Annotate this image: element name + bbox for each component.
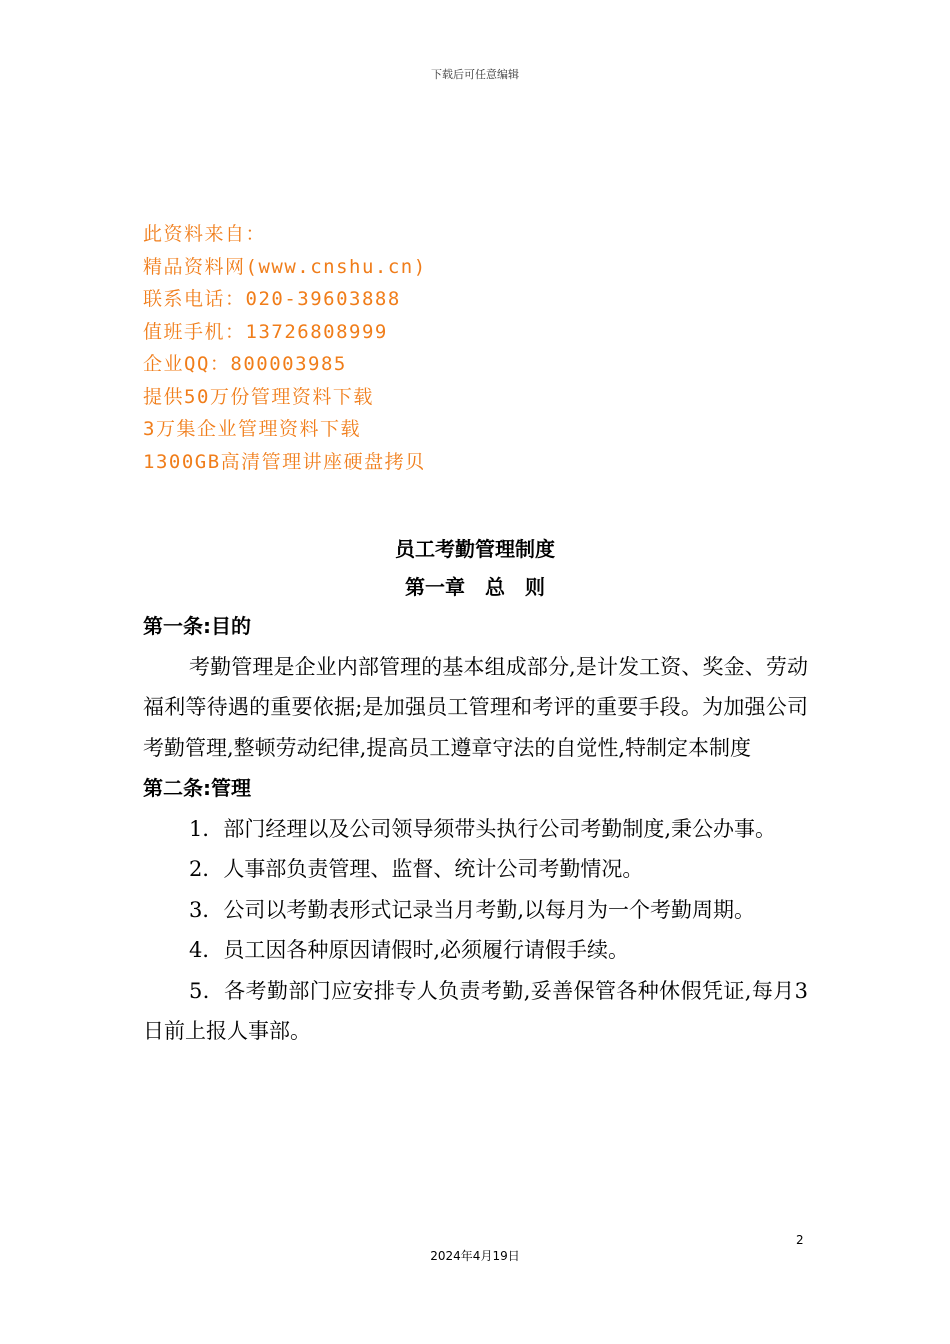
document-body (143, 606, 808, 1052)
chapter-title: 第一章 总 则 (405, 575, 545, 599)
article-2-item-3: 3．公司以考勤表形式记录当月考勤,以每月为一个考勤周期。 (189, 897, 756, 922)
ad-line-qq: 企业QQ：800003985 (143, 353, 347, 375)
footer-date: 2024年4月19日 (430, 1249, 520, 1263)
article-2-item-2: 2．人事部负责管理、监督、统计公司考勤情况。 (189, 857, 644, 881)
article-2-item-4: 4．员工因各种原因请假时,必须履行请假手续。 (189, 938, 630, 962)
source-ad-block (143, 218, 643, 478)
ad-line-offer-3: 1300GB高清管理讲座硬盘拷贝 (143, 450, 426, 473)
page-number: 2 (796, 1233, 804, 1247)
article-1-paragraph: 考勤管理是企业内部管理的基本组成部分,是计发工资、奖金、劳动福利等待遇的重要依据;是加强员工管理和考评的重要手段。为加强公司考勤管理,整顿劳动纪律,提高员工遵章守法的自觉性,特制定本制度 (143, 654, 808, 760)
ad-line-source: 此资料来自： (143, 223, 267, 245)
header-note: 下载后可任意编辑 (431, 68, 519, 81)
article-2-item-1: 1．部门经理以及公司领导须带头执行公司考勤制度,秉公办事。 (189, 816, 777, 841)
ad-line-offer-2: 3万集企业管理资料下载 (143, 418, 361, 440)
article-2-item-5: 5．各考勤部门应安排专人负责考勤,妥善保管各种休假凭证,每月3日前上报人事部。 (143, 978, 808, 1043)
ad-line-website: 精品资料网(www.cnshu.cn) (143, 255, 427, 278)
document-title: 员工考勤管理制度 (395, 537, 555, 561)
ad-line-mobile: 值班手机：13726808999 (143, 320, 388, 343)
article-1-heading: 第一条:目的 (143, 614, 251, 638)
ad-line-offer-1: 提供50万份管理资料下载 (143, 385, 374, 408)
article-2-heading: 第二条:管理 (143, 776, 251, 800)
ad-line-phone: 联系电话：020-39603888 (143, 288, 401, 310)
